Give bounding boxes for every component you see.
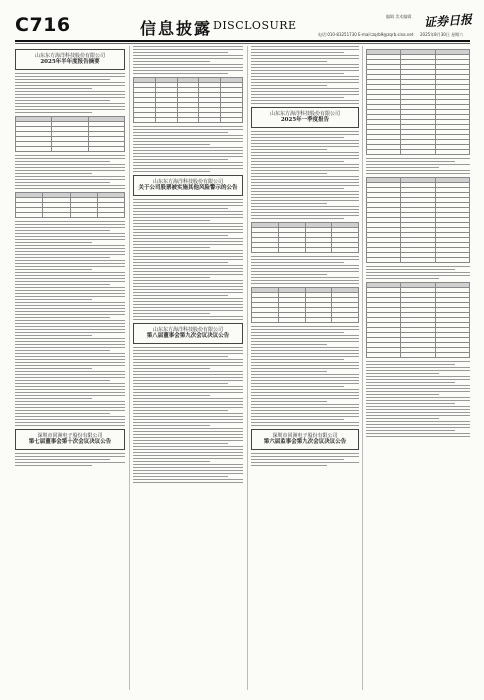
announcement-company: 山东东方海洋科技股份有限公司	[152, 179, 223, 185]
column-divider	[362, 46, 363, 690]
body-text	[251, 46, 359, 104]
column-divider	[129, 46, 130, 690]
newspaper-logo: 证券日报	[423, 12, 473, 30]
data-table	[15, 116, 125, 152]
announcement-title-box	[251, 429, 359, 450]
body-text	[15, 221, 125, 426]
body-text	[251, 453, 359, 466]
data-table	[251, 287, 359, 323]
announcement-title-box	[15, 49, 125, 70]
announcement-title: 关于公司股票被实施其他风险警示的公告	[138, 185, 238, 191]
column-4	[366, 46, 470, 439]
body-text	[15, 155, 125, 189]
body-text	[133, 46, 243, 74]
body-text	[251, 256, 359, 284]
section-title: 信息披露	[140, 19, 213, 38]
header-rule-thin	[15, 43, 470, 44]
body-text	[251, 326, 359, 426]
column-3	[251, 46, 359, 468]
announcement-company: 深圳市同洲电子股份有限公司	[272, 433, 338, 439]
announcement-title-box	[133, 175, 243, 196]
body-text	[133, 199, 243, 320]
announcement-company: 山东东方海洋科技股份有限公司	[34, 53, 105, 59]
announcement-title: 2025年半年度报告摘要	[40, 59, 100, 65]
announcement-title-box	[251, 107, 359, 128]
body-text	[133, 126, 243, 172]
data-table	[366, 49, 470, 155]
announcement-company: 山东东方海洋科技股份有限公司	[269, 111, 340, 117]
data-table	[15, 192, 125, 218]
body-text	[366, 158, 470, 174]
data-table	[251, 222, 359, 253]
announcement-title-box	[15, 429, 125, 450]
announcement-company: 深圳市同洲电子股份有限公司	[37, 433, 103, 439]
data-table	[133, 77, 243, 123]
issue-date: 2025年8月30日 星期六	[420, 32, 464, 37]
body-text	[15, 73, 125, 113]
announcement-title: 第六届监事会第九次会议决议公告	[263, 439, 347, 445]
column-2	[133, 46, 243, 485]
body-text	[251, 131, 359, 219]
announcement-title: 2025年一季度报告	[280, 117, 330, 123]
body-text	[133, 347, 243, 483]
page-number: C716	[15, 14, 71, 36]
body-text	[366, 361, 470, 437]
body-text	[366, 266, 470, 279]
announcement-company: 山东东方海洋科技股份有限公司	[152, 327, 223, 333]
section-title-english: DISCLOSURE	[213, 19, 297, 32]
masthead	[0, 0, 484, 42]
edition-meta: 编辑 美术编辑	[386, 14, 412, 19]
data-table	[366, 177, 470, 263]
column-divider	[247, 46, 248, 690]
header-rule	[15, 40, 470, 42]
contact-line: 电话:010-83251730 E-mail:zqrb9@zqrb.sina.net	[318, 32, 414, 37]
column-1	[15, 46, 125, 468]
announcement-title: 第八届董事会第九次会议决议公告	[146, 333, 230, 339]
announcement-title: 第七届董事会第十次会议决议公告	[28, 439, 112, 445]
data-table	[366, 282, 470, 358]
body-text	[15, 453, 125, 466]
announcement-title-box	[133, 323, 243, 344]
